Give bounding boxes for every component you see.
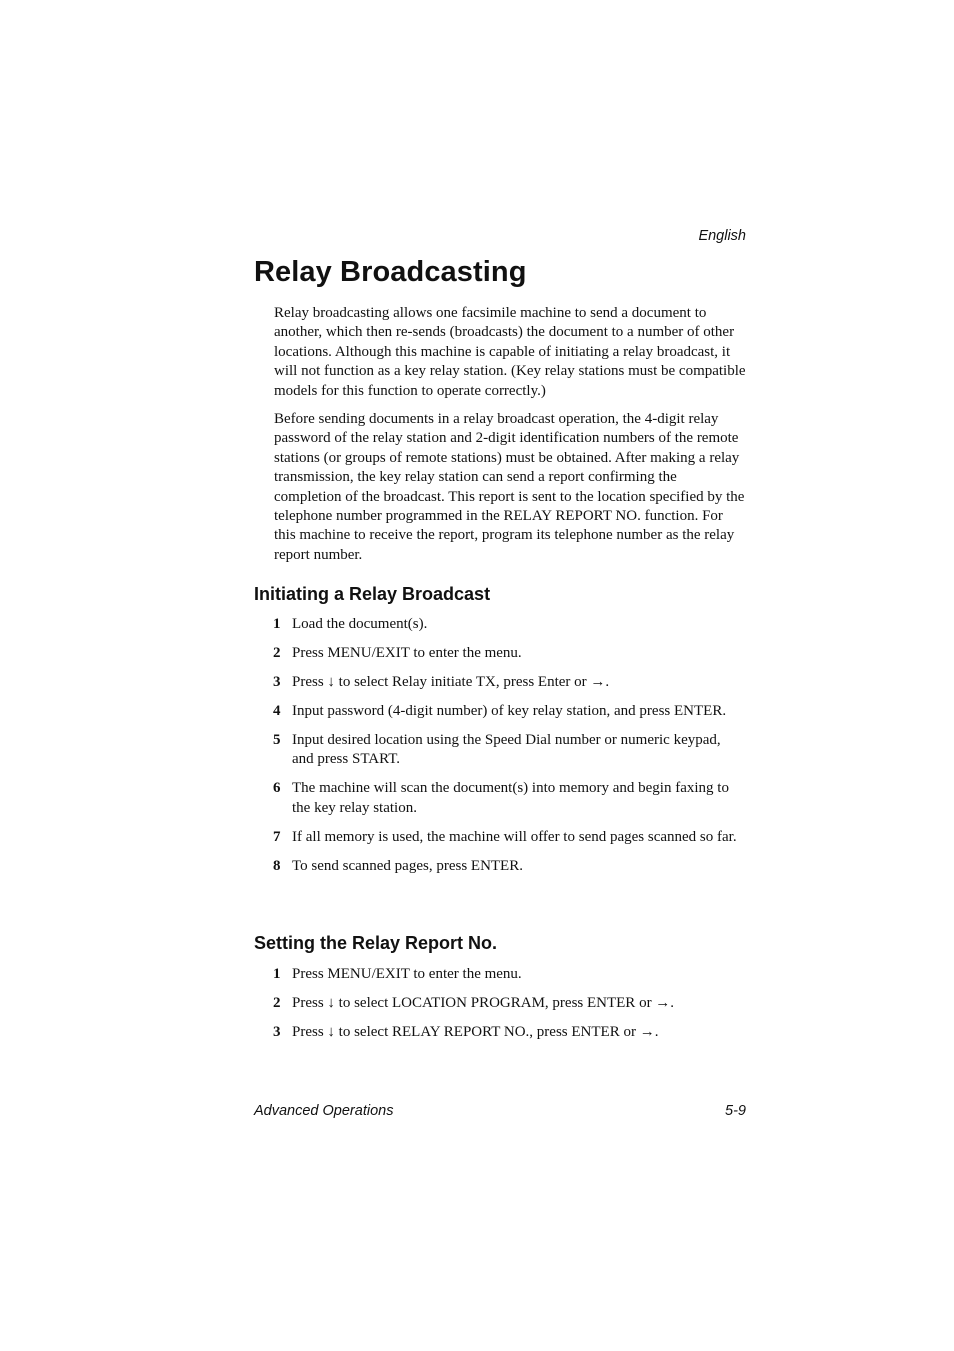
step-number: 6: [273, 780, 281, 797]
step-text: Press ↓ to select RELAY REPORT NO., press ENTER or →.: [292, 1024, 659, 1040]
step-number: 3: [273, 1024, 281, 1040]
list-item: [273, 857, 746, 876]
step-text: Input desired location using the Speed Dial number or numeric keypad, and press START.: [292, 732, 721, 768]
section-heading-initiating: Initiating a Relay Broadcast: [254, 584, 491, 604]
list-item: [273, 828, 746, 847]
intro-paragraph: Relay broadcasting allows one facsimile machine to send a document to another, which then re-sends (broadcasts) the document to a number of other locations. Although this machine is capable of initiating a relay broadcast, it will not function as a key relay station. (Key relay stations must be compatible models for this function to operate correctly.): [274, 305, 746, 399]
page-title: Relay Broadcasting: [254, 256, 527, 288]
list-item: [273, 965, 746, 984]
relay-report-steps-list: [273, 965, 746, 1052]
step-text: Press MENU/EXIT to enter the menu.: [292, 645, 522, 661]
list-item: [273, 644, 746, 663]
step-text: Press ↓ to select LOCATION PROGRAM, press ENTER or →.: [292, 995, 675, 1011]
initiating-steps-list: [273, 615, 746, 886]
footer-section-name: Advanced Operations: [254, 1103, 394, 1119]
step-number: 5: [273, 732, 281, 748]
page-number: 5-9: [725, 1103, 746, 1119]
step-number: 3: [273, 674, 281, 690]
step-text: Load the document(s).: [292, 616, 428, 632]
list-item: [273, 673, 746, 692]
step-text: To send scanned pages, press ENTER.: [292, 857, 523, 874]
list-item: [273, 1023, 746, 1042]
list-item: [273, 779, 746, 818]
step-text: The machine will scan the document(s) into memory and begin faxing to the key relay station.: [292, 780, 729, 816]
step-text: If all memory is used, the machine will offer to send pages scanned so far.: [292, 828, 737, 845]
step-number: 1: [273, 616, 281, 632]
prerequisites-paragraph: Before sending documents in a relay broadcast operation, the 4-digit relay password of the relay station and 2-digit identification numbers of the remote stations (or groups of remote stations) must be obtained. After making a relay transmission, the key relay station can send a report confirming the completion of the broadcast. This report is sent to the location specified by the telephone number programmed in the RELAY REPORT NO. function. For this machine to receive the report, program its telephone number as the relay report number.: [274, 411, 745, 563]
step-number: 1: [273, 966, 281, 982]
section-heading-relay-report: Setting the Relay Report No.: [254, 933, 498, 953]
step-number: 7: [273, 828, 281, 845]
step-number: 2: [273, 995, 281, 1011]
list-item: [273, 994, 746, 1013]
step-text: Press ↓ to select Relay initiate TX, press Enter or →.: [292, 674, 610, 690]
step-number: 4: [273, 703, 281, 719]
list-item: [273, 615, 746, 634]
step-text: Input password (4-digit number) of key relay station, and press ENTER.: [292, 703, 727, 719]
list-item: [273, 702, 746, 721]
step-number: 2: [273, 645, 281, 661]
step-text: Press MENU/EXIT to enter the menu.: [292, 966, 522, 982]
language-label: English: [698, 228, 746, 244]
step-number: 8: [273, 857, 281, 874]
list-item: [273, 731, 746, 770]
